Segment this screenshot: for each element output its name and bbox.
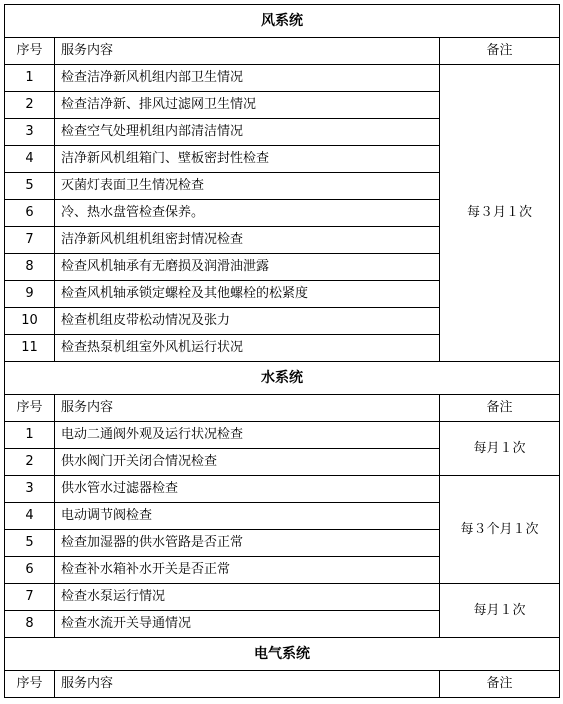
service-content: 灭菌灯表面卫生情况检查 xyxy=(55,173,440,200)
note-frequency: 每３个月１次 xyxy=(440,476,560,584)
col-header-note: 备注 xyxy=(440,395,560,422)
service-content: 检查机组皮带松动情况及张力 xyxy=(55,308,440,335)
row-number: 5 xyxy=(5,173,55,200)
row-number: 11 xyxy=(5,335,55,362)
section-title-water: 水系统 xyxy=(5,362,560,395)
maintenance-schedule-table xyxy=(4,4,560,698)
section-title-electrical: 电气系统 xyxy=(5,638,560,671)
row-number: 2 xyxy=(5,449,55,476)
col-header-service: 服务内容 xyxy=(55,395,440,422)
row-number: 7 xyxy=(5,227,55,254)
section-title-row xyxy=(5,362,560,395)
service-content: 供水阀门开关闭合情况检查 xyxy=(55,449,440,476)
row-number: 1 xyxy=(5,65,55,92)
section-title-row xyxy=(5,5,560,38)
row-number: 4 xyxy=(5,146,55,173)
section-title-air: 风系统 xyxy=(5,5,560,38)
table-row xyxy=(5,65,560,92)
service-content: 电动二通阀外观及运行状况检查 xyxy=(55,422,440,449)
row-number: 8 xyxy=(5,611,55,638)
service-content: 供水管水过滤器检查 xyxy=(55,476,440,503)
row-number: 7 xyxy=(5,584,55,611)
col-header-no: 序号 xyxy=(5,671,55,698)
col-header-service: 服务内容 xyxy=(55,671,440,698)
col-header-note: 备注 xyxy=(440,671,560,698)
service-content: 电动调节阀检查 xyxy=(55,503,440,530)
row-number: 5 xyxy=(5,530,55,557)
header-row xyxy=(5,38,560,65)
service-content: 检查水泵运行情况 xyxy=(55,584,440,611)
table-row xyxy=(5,584,560,611)
service-content: 检查洁净新、排风过滤网卫生情况 xyxy=(55,92,440,119)
service-content: 检查热泵机组室外风机运行状况 xyxy=(55,335,440,362)
service-content: 检查水流开关导通情况 xyxy=(55,611,440,638)
row-number: 1 xyxy=(5,422,55,449)
note-frequency: 每月１次 xyxy=(440,584,560,638)
table-row xyxy=(5,422,560,449)
service-content: 洁净新风机组箱门、壁板密封性检查 xyxy=(55,146,440,173)
section-title-row xyxy=(5,638,560,671)
table-row xyxy=(5,476,560,503)
row-number: 8 xyxy=(5,254,55,281)
row-number: 9 xyxy=(5,281,55,308)
row-number: 6 xyxy=(5,200,55,227)
col-header-no: 序号 xyxy=(5,38,55,65)
service-content: 检查风机轴承锁定螺栓及其他螺栓的松紧度 xyxy=(55,281,440,308)
col-header-no: 序号 xyxy=(5,395,55,422)
row-number: 3 xyxy=(5,119,55,146)
service-content: 检查洁净新风机组内部卫生情况 xyxy=(55,65,440,92)
service-content: 检查风机轴承有无磨损及润滑油泄露 xyxy=(55,254,440,281)
note-frequency: 每月１次 xyxy=(440,422,560,476)
service-content: 检查空气处理机组内部清洁情况 xyxy=(55,119,440,146)
col-header-note: 备注 xyxy=(440,38,560,65)
service-content: 冷、热水盘管检查保养。 xyxy=(55,200,440,227)
col-header-service: 服务内容 xyxy=(55,38,440,65)
header-row xyxy=(5,395,560,422)
row-number: 2 xyxy=(5,92,55,119)
row-number: 10 xyxy=(5,308,55,335)
row-number: 4 xyxy=(5,503,55,530)
service-content: 检查加湿器的供水管路是否正常 xyxy=(55,530,440,557)
service-content: 洁净新风机组机组密封情况检查 xyxy=(55,227,440,254)
service-content: 检查补水箱补水开关是否正常 xyxy=(55,557,440,584)
note-frequency: 每３月１次 xyxy=(440,65,560,362)
row-number: 6 xyxy=(5,557,55,584)
row-number: 3 xyxy=(5,476,55,503)
header-row xyxy=(5,671,560,698)
